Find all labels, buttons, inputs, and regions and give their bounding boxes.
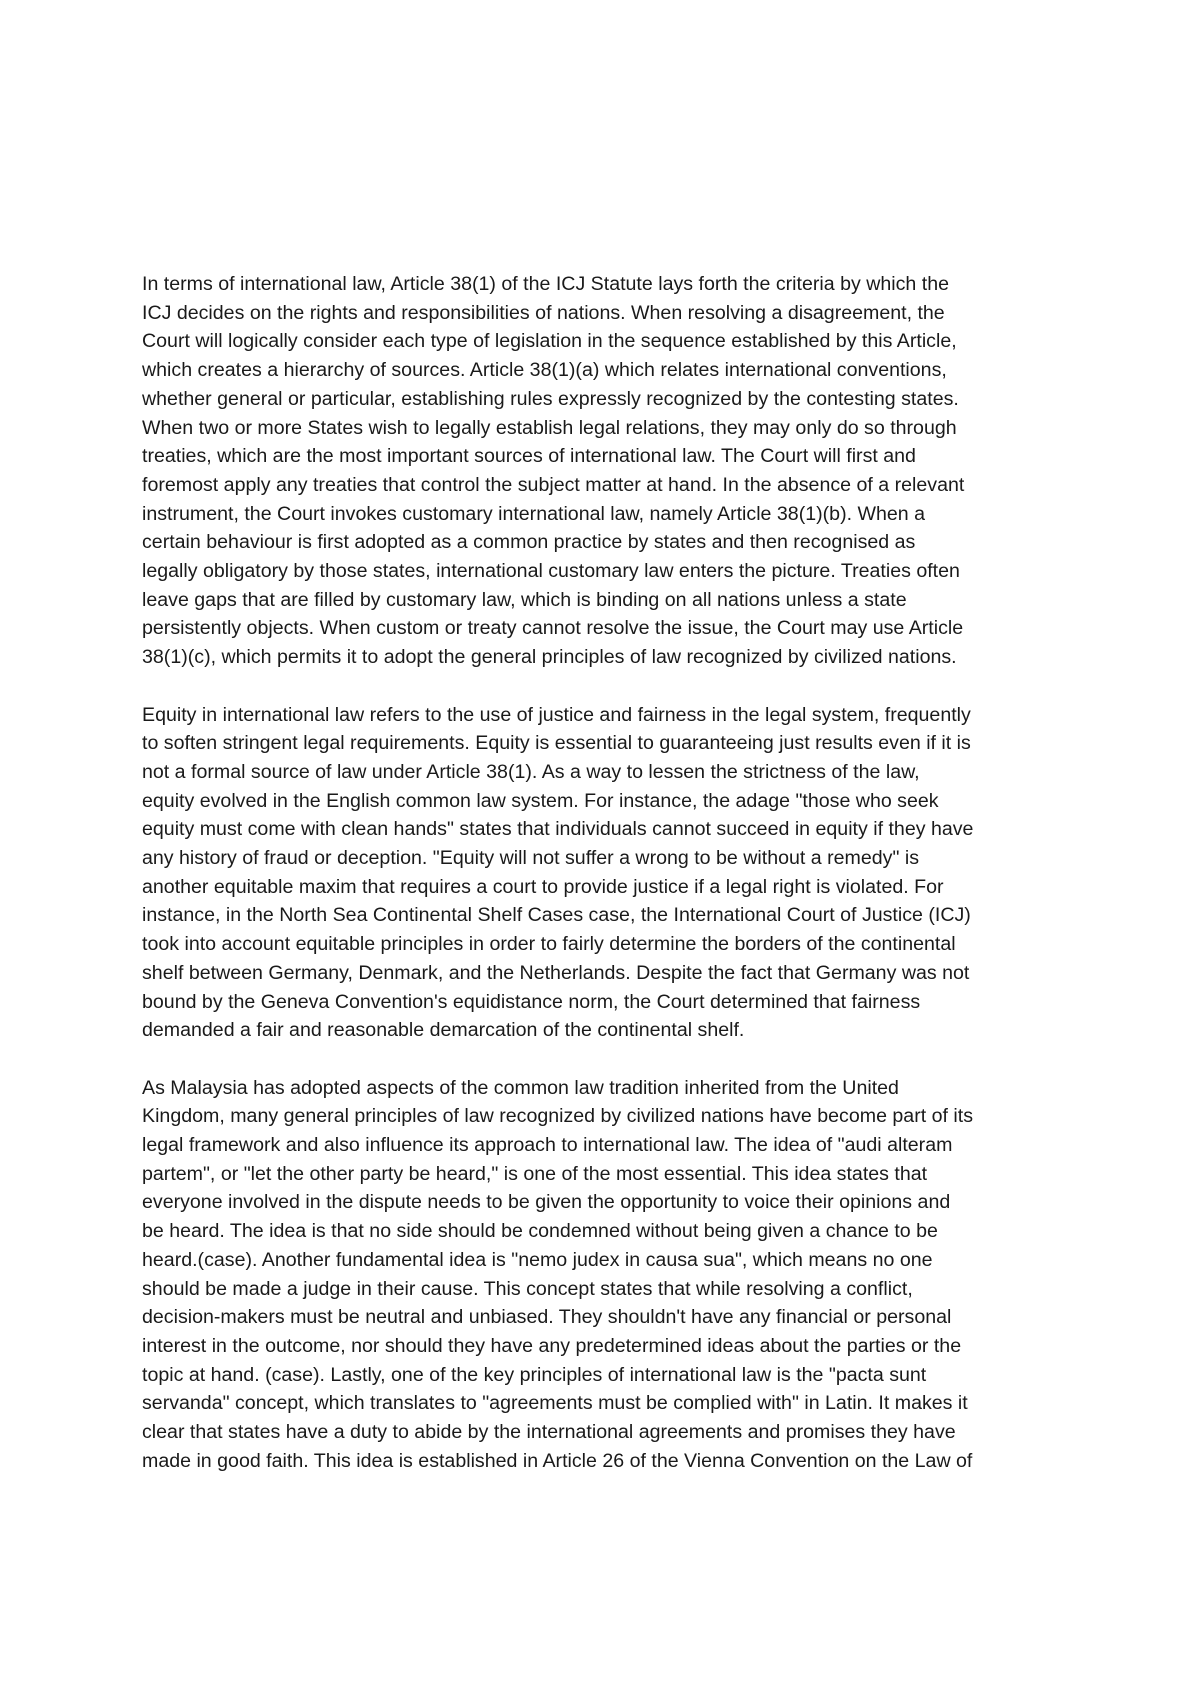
text-line: ICJ decides on the rights and responsibilities of nations. When resolving a disagreement, the [142, 301, 945, 324]
text-line: should be made a judge in their cause. This concept states that while resolving a conflict, [142, 1277, 913, 1300]
text-line: Kingdom, many general principles of law recognized by civilized nations have become part of its [142, 1105, 973, 1128]
paragraph-article-38 [142, 270, 1082, 672]
text-line: whether general or particular, establishing rules expressly recognized by the contesting states. [142, 387, 959, 410]
text-line: instrument, the Court invokes customary international law, namely Article 38(1)(b). When a [142, 502, 926, 525]
text-line: shelf between Germany, Denmark, and the Netherlands. Despite the fact that Germany was not [142, 961, 970, 984]
text-line: decision-makers must be neutral and unbiased. They shouldn't have any financial or personal [142, 1306, 952, 1329]
text-line: interest in the outcome, nor should they have any predetermined ideas about the parties or the [142, 1334, 962, 1357]
text-line: bound by the Geneva Convention's equidistance norm, the Court determined that fairness [142, 990, 921, 1013]
text-line: everyone involved in the dispute needs to be given the opportunity to voice their opinions and [142, 1191, 951, 1214]
text-line: any history of fraud or deception. "Equity will not suffer a wrong to be without a remedy" is [142, 847, 920, 870]
text-line: partem", or "let the other party be heard," is one of the most essential. This idea states that [142, 1162, 928, 1185]
text-line: servanda" concept, which translates to "agreements must be complied with" in Latin. It makes it [142, 1392, 968, 1415]
text-line: 38(1)(c), which permits it to adopt the general principles of law recognized by civilized nations. [142, 646, 957, 669]
text-line: In terms of international law, Article 38(1) of the ICJ Statute lays forth the criteria by which the [142, 273, 949, 295]
text-line: foremost apply any treaties that control the subject matter at hand. In the absence of a relevant [142, 473, 965, 496]
paragraph-equity [142, 701, 1082, 1045]
text-line: demanded a fair and reasonable demarcation of the continental shelf. [142, 1019, 745, 1042]
paragraph-malaysia [142, 1074, 1082, 1476]
text-line: which creates a hierarchy of sources. Article 38(1)(a) which relates international conventions, [142, 359, 947, 382]
text-line: Court will logically consider each type of legislation in the sequence established by this Article, [142, 330, 957, 353]
text-line: took into account equitable principles in order to fairly determine the borders of the continental [142, 933, 956, 956]
text-line: not a formal source of law under Article 38(1). As a way to lessen the strictness of the law, [142, 760, 920, 783]
text-line: be heard. The idea is that no side should be condemned without being given a chance to be [142, 1220, 938, 1243]
text-line: heard.(case). Another fundamental idea is "nemo judex in causa sua", which means no one [142, 1248, 933, 1271]
text-line: certain behaviour is first adopted as a common practice by states and then recognised as [142, 531, 916, 554]
text-line: legal framework and also influence its approach to international law. The idea of "audi alteram [142, 1134, 953, 1157]
text-line: Equity in international law refers to the use of justice and fairness in the legal system, frequently [142, 703, 971, 726]
text-line: to soften stringent legal requirements. Equity is essential to guaranteeing just results even if it is [142, 732, 971, 755]
text-line: topic at hand. (case). Lastly, one of the key principles of international law is the "pacta sunt [142, 1363, 927, 1386]
text-line: leave gaps that are filled by customary law, which is binding on all nations unless a state [142, 588, 907, 611]
text-line: another equitable maxim that requires a court to provide justice if a legal right is violated. For [142, 875, 944, 898]
text-line: made in good faith. This idea is established in Article 26 of the Vienna Convention on the Law of [142, 1449, 973, 1472]
text-line: equity evolved in the English common law system. For instance, the adage "those who seek [142, 789, 939, 812]
text-line: clear that states have a duty to abide by the international agreements and promises they have [142, 1421, 956, 1444]
document-body [142, 270, 1082, 1504]
text-line: instance, in the North Sea Continental Shelf Cases case, the International Court of Justice (ICJ) [142, 904, 971, 927]
text-line: When two or more States wish to legally establish legal relations, they may only do so through [142, 416, 957, 439]
text-line: legally obligatory by those states, international customary law enters the picture. Treaties often [142, 560, 960, 583]
text-line: As Malaysia has adopted aspects of the common law tradition inherited from the United [142, 1076, 899, 1099]
text-line: treaties, which are the most important sources of international law. The Court will first and [142, 445, 916, 468]
text-line: persistently objects. When custom or treaty cannot resolve the issue, the Court may use Article [142, 617, 964, 640]
text-line: equity must come with clean hands" states that individuals cannot succeed in equity if they have [142, 818, 974, 841]
